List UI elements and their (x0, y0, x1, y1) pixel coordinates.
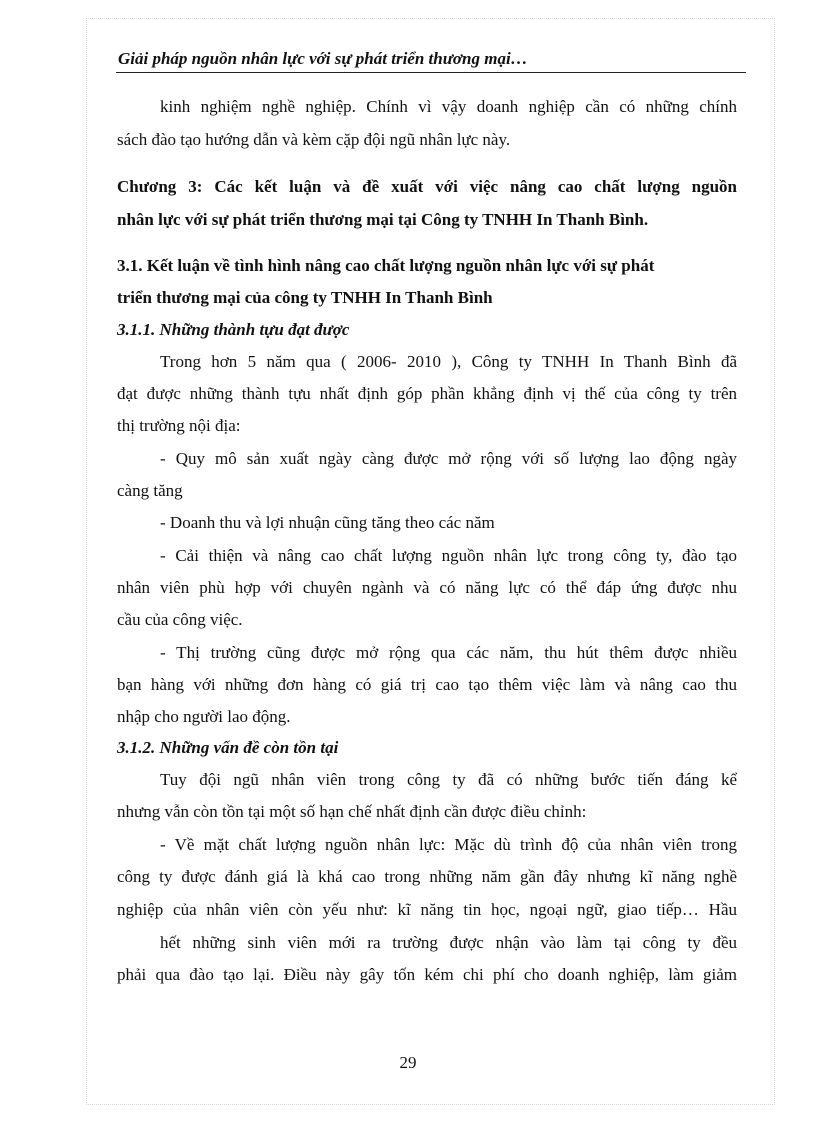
body-line: đạt được những thành tựu nhất định góp phần khẳng định vị thế của công ty trên (117, 384, 737, 403)
bullet-line: nghiệp của nhân viên còn yếu như: kĩ năng tin học, ngoại ngữ, giao tiếp… Hầu (117, 900, 737, 919)
bullet-line: nhân viên phù hợp với chuyên ngành và có năng lực có thể đáp ứng được nhu (117, 578, 737, 597)
bullet-line: càng tăng (117, 481, 183, 500)
page-number: 29 (399, 1053, 417, 1072)
bullet-line: - Cải thiện và nâng cao chất lượng nguồn nhân lực trong công ty, đào tạo (160, 546, 737, 565)
bullet-line: nhập cho người lao động. (117, 707, 291, 726)
bullet-line: bạn hàng với những đơn hàng có giá trị cao tạo thêm việc làm và nâng cao thu (117, 675, 737, 694)
body-line: thị trường nội địa: (117, 416, 241, 435)
body-line: nhưng vẫn còn tồn tại một số hạn chế nhất định cần được điều chỉnh: (117, 802, 587, 821)
body-line: kinh nghiệm nghề nghiệp. Chính vì vậy doanh nghiệp cần có những chính (160, 97, 737, 116)
subsection-heading: 3.1.2. Những vấn đề còn tồn tại (117, 738, 339, 757)
section-heading: 3.1. Kết luận về tình hình nâng cao chất lượng nguồn nhân lực với sự phát (117, 256, 655, 275)
bullet-line: - Doanh thu và lợi nhuận cũng tăng theo các năm (160, 513, 495, 532)
body-line: Tuy đội ngũ nhân viên trong công ty đã có những bước tiến đáng kể (160, 770, 737, 789)
body-line: Trong hơn 5 năm qua ( 2006- 2010 ), Công ty TNHH In Thanh Bình đã (160, 352, 737, 371)
bullet-line: công ty được đánh giá là khá cao trong những năm gần đây nhưng kĩ năng nghề (117, 867, 737, 886)
bullet-line: - Thị trường cũng được mở rộng qua các năm, thu hút thêm được nhiều (160, 643, 737, 662)
body-line: phải qua đào tạo lại. Điều này gây tốn kém chi phí cho doanh nghiệp, làm giảm (117, 965, 737, 984)
chapter-heading: Chương 3: Các kết luận và đề xuất với việc nâng cao chất lượng nguồn (117, 177, 737, 196)
bullet-line: - Quy mô sản xuất ngày càng được mở rộng với số lượng lao động ngày (160, 449, 737, 468)
subsection-heading: 3.1.1. Những thành tựu đạt được (117, 320, 350, 339)
body-line: sách đào tạo hướng dẫn và kèm cặp đội ngũ nhân lực này. (117, 130, 511, 149)
section-heading: triển thương mại của công ty TNHH In Thanh Bình (117, 288, 493, 307)
bullet-line: - Về mặt chất lượng nguồn nhân lực: Mặc dù trình độ của nhân viên trong (160, 835, 737, 854)
bullet-line: cầu của công việc. (117, 610, 243, 629)
header-title: Giải pháp nguồn nhân lực với sự phát triển thương mại… (118, 49, 528, 68)
body-line: hết những sinh viên mới ra trường được nhận vào làm tại công ty đều (160, 933, 737, 952)
running-header (116, 46, 746, 73)
chapter-heading: nhân lực với sự phát triển thương mại tại Công ty TNHH In Thanh Bình. (117, 210, 649, 229)
